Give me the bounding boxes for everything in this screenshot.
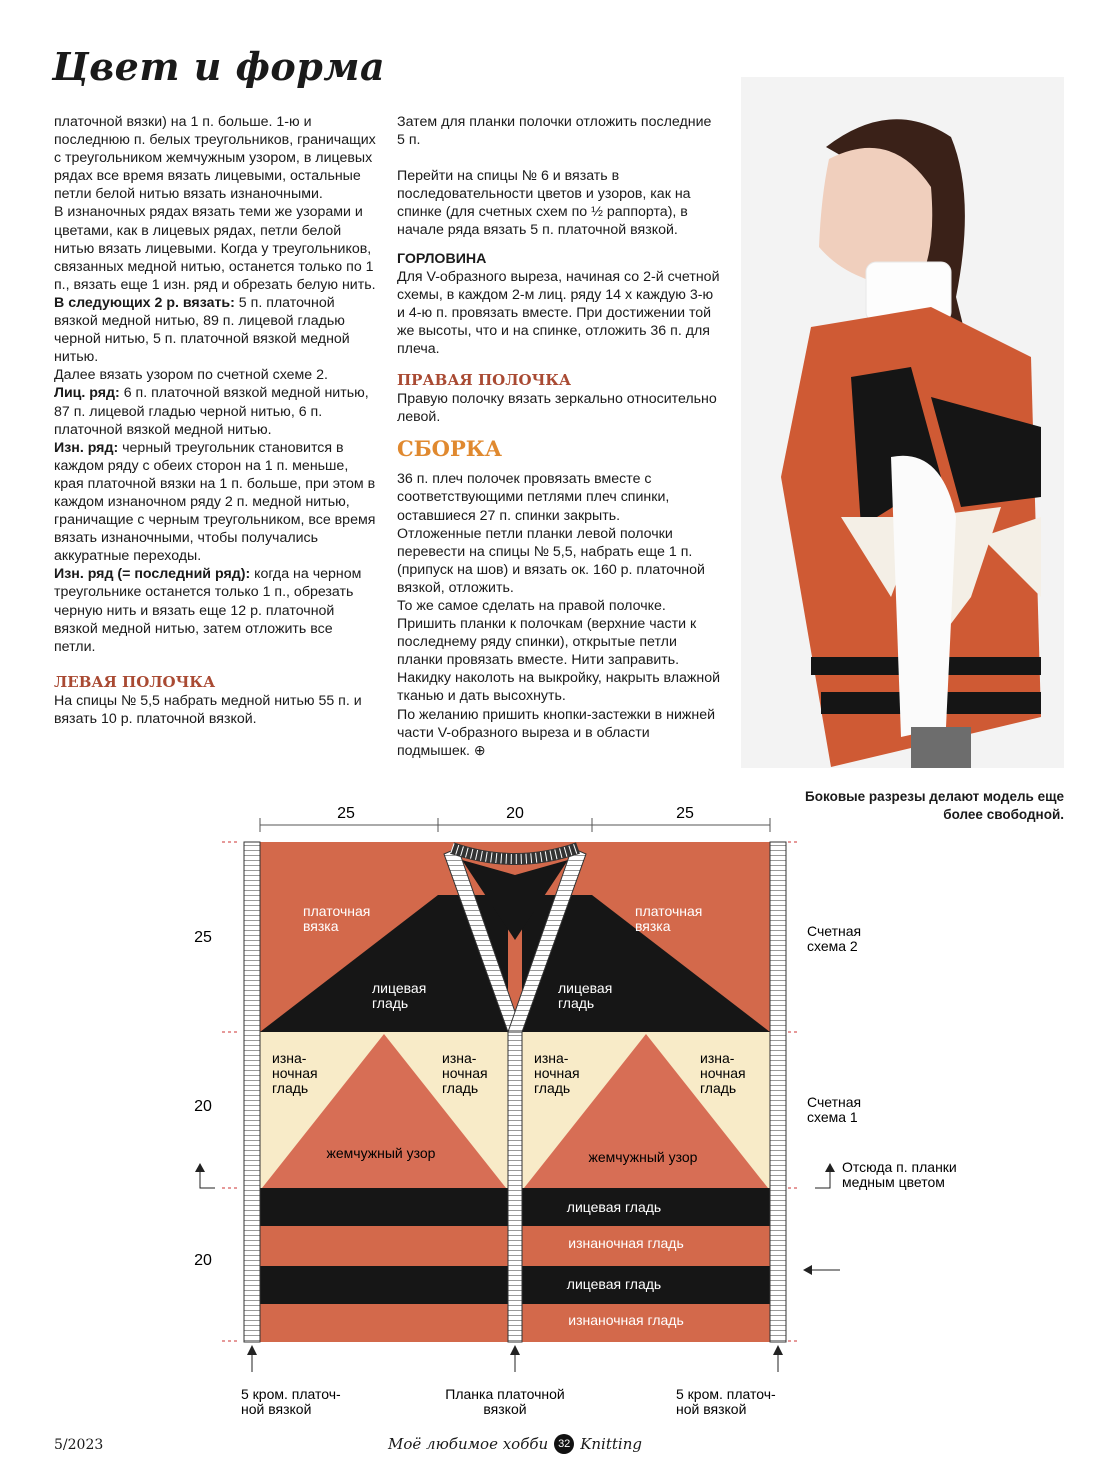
paragraph: Перейти на спицы № 6 и вязать в последовательности цветов и узоров, как на спинке (для счетных схем по ½ раппорта), в начале ряда вязать 5 п. платочной вязкой.: [397, 168, 691, 239]
paragraph: [54, 565, 376, 655]
label-band-copper: Отсюда п. планки медным цветом: [842, 1159, 957, 1190]
label-iznanochnaya-2: изна-ночная гладь: [442, 1050, 488, 1096]
section-heading-right-front: ПРАВАЯ ПОЛОЧКА: [397, 371, 572, 390]
footer-magazine: [388, 1434, 642, 1454]
label-bottom-center: Планка платочной вязкой: [445, 1386, 565, 1417]
paragraph: Для V-образного выреза, начиная со 2-й счетной схемы, в каждом 2-м лиц. ряду 14 х каждую 3-ю и 4-ю п. провязать вместе. При достижении той же высоты, что и на спинке, отложить 36 п. для плеча.: [397, 268, 720, 358]
label-iznanochnaya-1: изна-ночная гладь: [272, 1050, 318, 1096]
label-litsevaya-right: лицевая гладь: [558, 980, 613, 1011]
label-zhemchuzhny-right: жемчужный узор: [588, 1149, 698, 1165]
text-column-left: [54, 113, 376, 728]
label-bottom-left: 5 кром. платоч-ной вязкой: [241, 1386, 341, 1417]
label-bottom-right: 5 кром. платоч-ной вязкой: [676, 1386, 776, 1417]
dim-top-right: 25: [676, 805, 694, 822]
issue-number: 5/2023: [54, 1437, 104, 1453]
paragraph: Далее вязать узором по счетной схеме 2.: [54, 367, 328, 384]
paragraph: То же самое сделать на правой полочке.: [397, 597, 666, 614]
label-zhemchuzhny-left: жемчужный узор: [326, 1145, 436, 1161]
bold-lead: Лиц. ряд:: [54, 385, 120, 402]
label-platochnaya-left: платочная вязка: [303, 903, 371, 934]
paragraph: Отложенные петли планки левой полочки перевести на спицы № 5,5, набрать еще 1 п. (припуск на шов) и вязать ок. 160 р. платочной вязкой, отложить.: [397, 525, 705, 596]
paragraph: [54, 384, 376, 438]
dim-left-bottom: 20: [194, 1252, 212, 1269]
subheading-neckline: ГОРЛОВИНА: [397, 250, 487, 267]
paragraph: [54, 439, 376, 566]
photo-caption: Боковые разрезы делают модель еще более свободной.: [805, 789, 1064, 822]
paragraph-text: когда на черном треугольнике останется только 1 п., обрезать черную нить и вязать еще 12 р. платочной вязкой медной нитью, затем отложить все петли.: [54, 566, 362, 655]
page-title: Цвет и форма: [52, 44, 386, 89]
stripe-label-1: лицевая гладь: [566, 1199, 662, 1215]
label-schema-2: Счетная схема 2: [807, 923, 862, 954]
label-schema-1: Счетная схема 1: [807, 1094, 862, 1125]
dim-left-middle: 20: [194, 1098, 212, 1115]
paragraph: Затем для планки полочки отложить последние 5 п.: [397, 114, 712, 149]
paragraph: На спицы № 5,5 набрать медной нитью 55 п. и вязать 10 р. платочной вязкой.: [54, 692, 362, 727]
bold-lead: Изн. ряд (= последний ряд):: [54, 566, 251, 583]
schematic-diagram: [0, 790, 1107, 1430]
magazine-name: Моё любимое хобби: [388, 1435, 549, 1453]
paragraph-text: 6 п. платочной вязкой медной нитью, 87 п. лицевой гладью черной нитью, 6 п. платочной вязкой медной нитью.: [54, 385, 369, 438]
paragraph: 36 п. плеч полочек провязать вместе с соответствующими петлями плеч спинки, оставшиеся 27 п. спинки закрыть.: [397, 471, 670, 524]
dim-top-center: 20: [506, 805, 524, 822]
label-litsevaya-left: лицевая гладь: [372, 980, 427, 1011]
stripe-label-4: изнаночная гладь: [568, 1312, 684, 1328]
label-platochnaya-right: платочная вязка: [635, 903, 703, 934]
section-heading-left-front: ЛЕВАЯ ПОЛОЧКА: [54, 672, 216, 691]
section-name: Knitting: [580, 1435, 642, 1453]
stripe-label-2: изнаночная гладь: [568, 1235, 684, 1251]
text-column-right: [397, 113, 722, 760]
page-number: 32: [554, 1434, 574, 1454]
label-iznanochnaya-4: изна-ночная гладь: [700, 1050, 746, 1096]
paragraph: Правую полочку вязать зеркально относительно левой.: [397, 391, 717, 426]
paragraph-text: По желанию пришить кнопки-застежки в нижней части V-образного выреза и в области подмышек.: [397, 706, 716, 759]
stripe-label-3: лицевая гладь: [566, 1276, 662, 1292]
model-photo: [741, 77, 1064, 768]
end-mark-icon: ⊕: [473, 742, 486, 759]
paragraph-text: 5 п. платочной вязкой медной нитью, 89 п. лицевой гладью черной нитью, 5 п. платочной вязкой медной нитью.: [54, 294, 350, 366]
bold-lead: Изн. ряд:: [54, 439, 119, 456]
arrow-icon: [803, 1265, 812, 1275]
paragraph: [54, 294, 376, 366]
section-heading-assembly: СБОРКА: [397, 436, 502, 462]
paragraph: платочной вязки) на 1 п. больше. 1-ю и последнюю п. белых треугольников, граничащих с треугольником жемчужным узором, в лицевых рядах все время вязать лицевыми, остальные петли белой нитью вязать изнаночными.: [54, 114, 376, 203]
paragraph: [397, 706, 722, 760]
paragraph: Накидку наколоть на выкройку, накрыть влажной тканью и дать высохнуть.: [397, 670, 721, 705]
dim-top-left: 25: [337, 805, 355, 822]
label-iznanochnaya-3: изна-ночная гладь: [534, 1050, 580, 1096]
bold-lead: В следующих 2 р. вязать:: [54, 294, 235, 311]
paragraph: В изнаночных рядах вязать теми же узорами и цветами, как в лицевых рядах, петли белой нитью вязать лицевыми. Когда у треугольников, связанных медной нитью, останется только по 1 п., вязать еще 1 изн. ряд и обрезать белую нить.: [54, 204, 376, 293]
dim-left-top: 25: [194, 929, 212, 946]
paragraph: Пришить планки к полочкам (верхние части к последнему ряду спинки), открытые петли планки провязать вместе. Нити заправить.: [397, 616, 697, 669]
paragraph-text: черный треугольник становится в каждом ряду с обеих сторон на 1 п. меньше, края платочной вязки на 1 п. больше, при этом в каждом изнаночном ряду 2 п. медной нитью, граничащие с черным треугольником, все время вязать изнаночными, чтобы получались аккуратные переходы.: [54, 439, 376, 565]
